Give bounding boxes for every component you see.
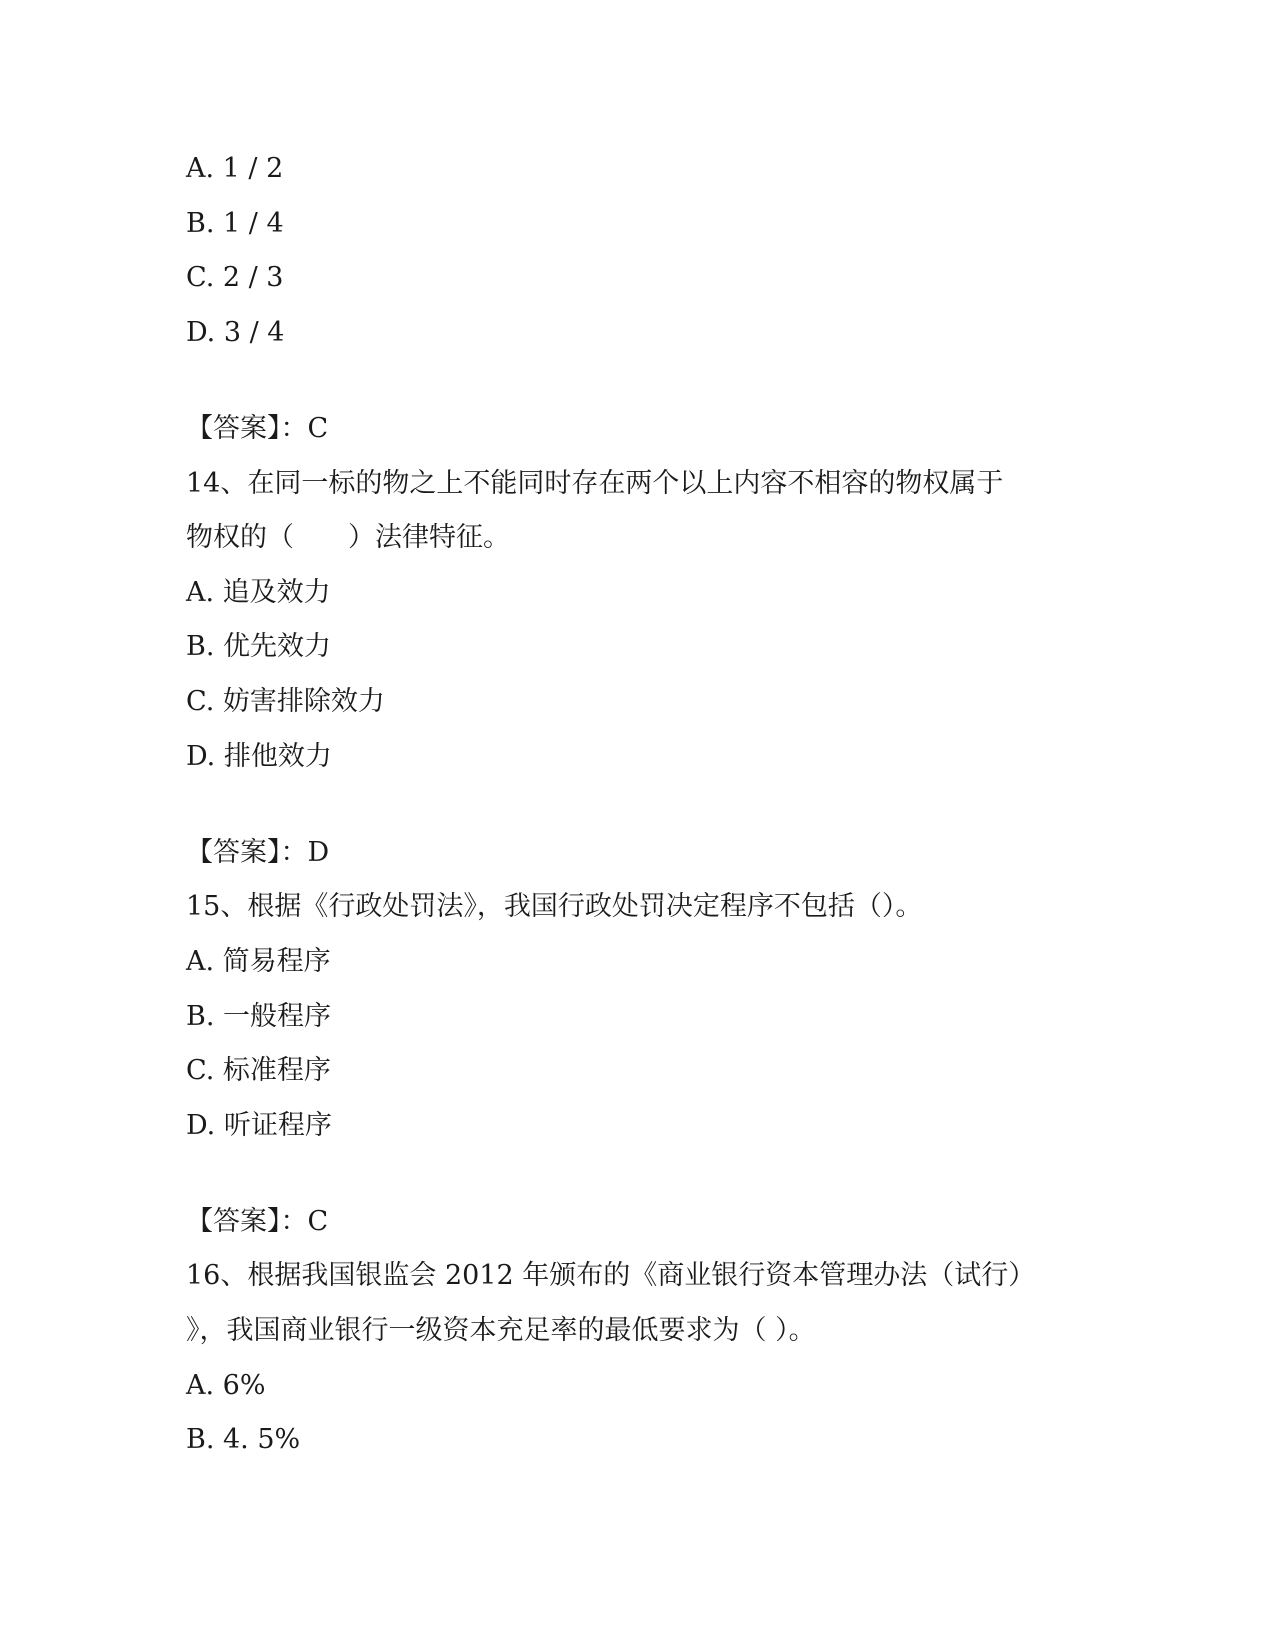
q15-option-c: C. 标准程序 xyxy=(186,1055,331,1086)
q13-option-b: B. 1 / 4 xyxy=(186,208,284,239)
q14-answer: 【答案】：D xyxy=(186,837,330,868)
q15-option-a: A. 简易程序 xyxy=(186,946,331,977)
q14-question-line1: 14、在同一标的物之上不能同时存在两个以上内容不相容的物权属于 xyxy=(186,468,1004,499)
q13-option-c: C. 2 / 3 xyxy=(186,262,284,293)
q14-option-a: A. 追及效力 xyxy=(186,577,331,608)
q15-question: 15、根据《行政处罚法》，我国行政处罚决定程序不包括（）。 xyxy=(186,891,923,922)
q16-question-line2: 》，我国商业银行一级资本充足率的最低要求为（ ）。 xyxy=(186,1315,816,1346)
q14-option-d: D. 排他效力 xyxy=(186,741,332,772)
q13-option-d: D. 3 / 4 xyxy=(186,317,285,348)
q13-answer: 【答案】：C xyxy=(186,413,329,444)
q14-option-b: B. 优先效力 xyxy=(186,631,332,662)
q13-option-a: A. 1 / 2 xyxy=(186,153,284,184)
q15-option-b: B. 一般程序 xyxy=(186,1001,332,1032)
q15-answer: 【答案】：C xyxy=(186,1206,329,1237)
q16-question-line1: 16、根据我国银监会 2012 年颁布的《商业银行资本管理办法（试行） xyxy=(186,1260,1036,1291)
q14-question-line2: 物权的（ ）法律特征。 xyxy=(186,522,510,553)
q15-option-d: D. 听证程序 xyxy=(186,1110,332,1141)
q14-option-c: C. 妨害排除效力 xyxy=(186,686,385,717)
q16-option-a: A. 6% xyxy=(186,1370,266,1401)
q16-option-b: B. 4. 5% xyxy=(186,1424,301,1455)
